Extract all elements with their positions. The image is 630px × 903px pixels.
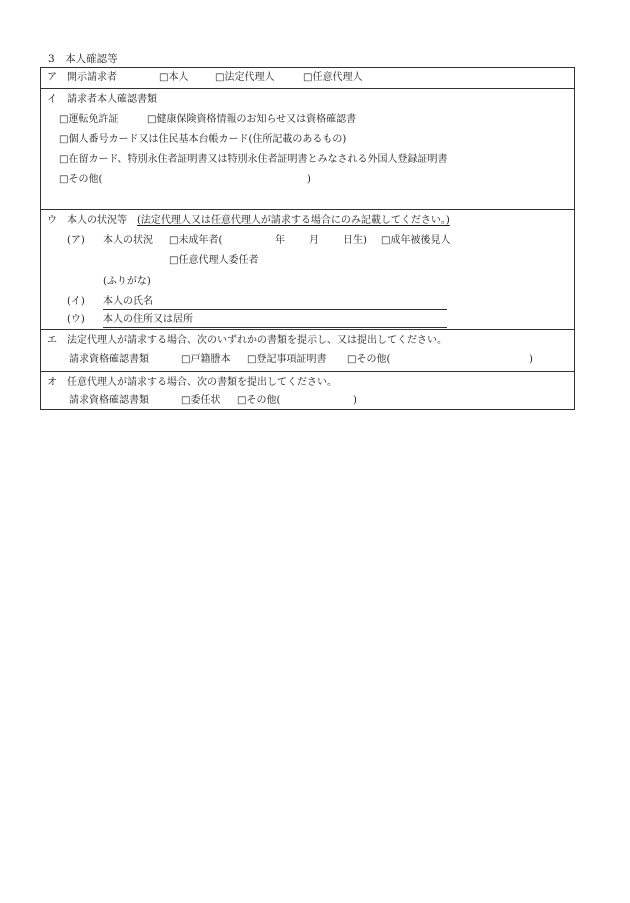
legal-docs-label: 請求資格確認書類 [69,354,149,365]
person-name-label: 本人の氏名 [103,296,153,307]
row-id-documents [41,89,574,210]
checkbox-power-of-attorney[interactable]: □委任状 [181,395,221,406]
status-label: 本人の状況 [103,235,153,246]
person-address-field[interactable] [103,327,447,328]
legal-agent-instruction: エ 法定代理人が請求する場合、次のいずれかの書類を提示し、又は提出してください。 [47,335,447,346]
birth-month-label: 月 [309,235,319,246]
checkbox-self[interactable]: □本人 [159,72,189,83]
checkbox-voluntary-agent[interactable]: □任意代理人 [303,72,363,83]
furigana-label: (ふりがな) [103,276,151,287]
birth-year-label: 年 [275,235,285,246]
person-status-label: ウ 本人の状況等 [47,215,127,226]
row-requester [41,68,574,89]
row-legal-agent-docs [41,330,574,372]
checkbox-adult-ward[interactable]: □成年被後見人 [381,235,451,246]
checkbox-my-number-card[interactable]: □個人番号カード又は住民基本台帳カード(住所記載のあるもの) [59,134,347,145]
checkbox-drivers-license[interactable]: □運転免許証 [59,114,119,125]
checkbox-other-id[interactable]: □その他( [59,174,103,185]
legal-other-close-paren: ) [529,354,533,365]
checkbox-health-insurance[interactable]: □健康保険資格情報のお知らせ又は資格確認書 [147,114,357,125]
birth-day-label: 日生) [343,235,367,246]
person-name-field[interactable] [103,309,447,310]
checkbox-agent-principal[interactable]: □任意代理人委任者 [169,255,259,266]
checkbox-family-register[interactable]: □戸籍謄本 [181,354,231,365]
voluntary-other-close-paren: ) [353,395,357,406]
item-b-marker: (イ) [67,296,85,307]
identity-confirmation-form [40,67,575,410]
section-title: 3 本人確認等 [48,53,118,65]
person-status-note: (法定代理人又は任意代理人が請求する場合にのみ記載してください。) [137,215,450,226]
item-a-marker: (ア) [67,235,85,246]
checkbox-legal-other[interactable]: □その他( [347,354,391,365]
id-documents-label: イ 請求者本人確認書類 [47,94,157,105]
checkbox-residence-card[interactable]: □在留カード、特別永住者証明書又は特別永住者証明書とみなされる外国人登録証明書 [59,154,448,165]
other-id-close-paren: ) [307,174,311,185]
checkbox-voluntary-other[interactable]: □その他( [237,395,281,406]
item-c-marker: (ウ) [67,314,85,325]
person-address-label: 本人の住所又は居所 [103,314,193,325]
row-person-status [41,210,574,330]
checkbox-minor[interactable]: □未成年者( [169,235,223,246]
voluntary-agent-instruction: オ 任意代理人が請求する場合、次の書類を提出してください。 [47,377,337,388]
voluntary-docs-label: 請求資格確認書類 [69,395,149,406]
checkbox-registry-certificate[interactable]: □登記事項証明書 [247,354,327,365]
row-voluntary-agent-docs [41,372,574,409]
checkbox-legal-agent[interactable]: □法定代理人 [215,72,275,83]
requester-label: ア 開示請求者 [47,72,117,83]
